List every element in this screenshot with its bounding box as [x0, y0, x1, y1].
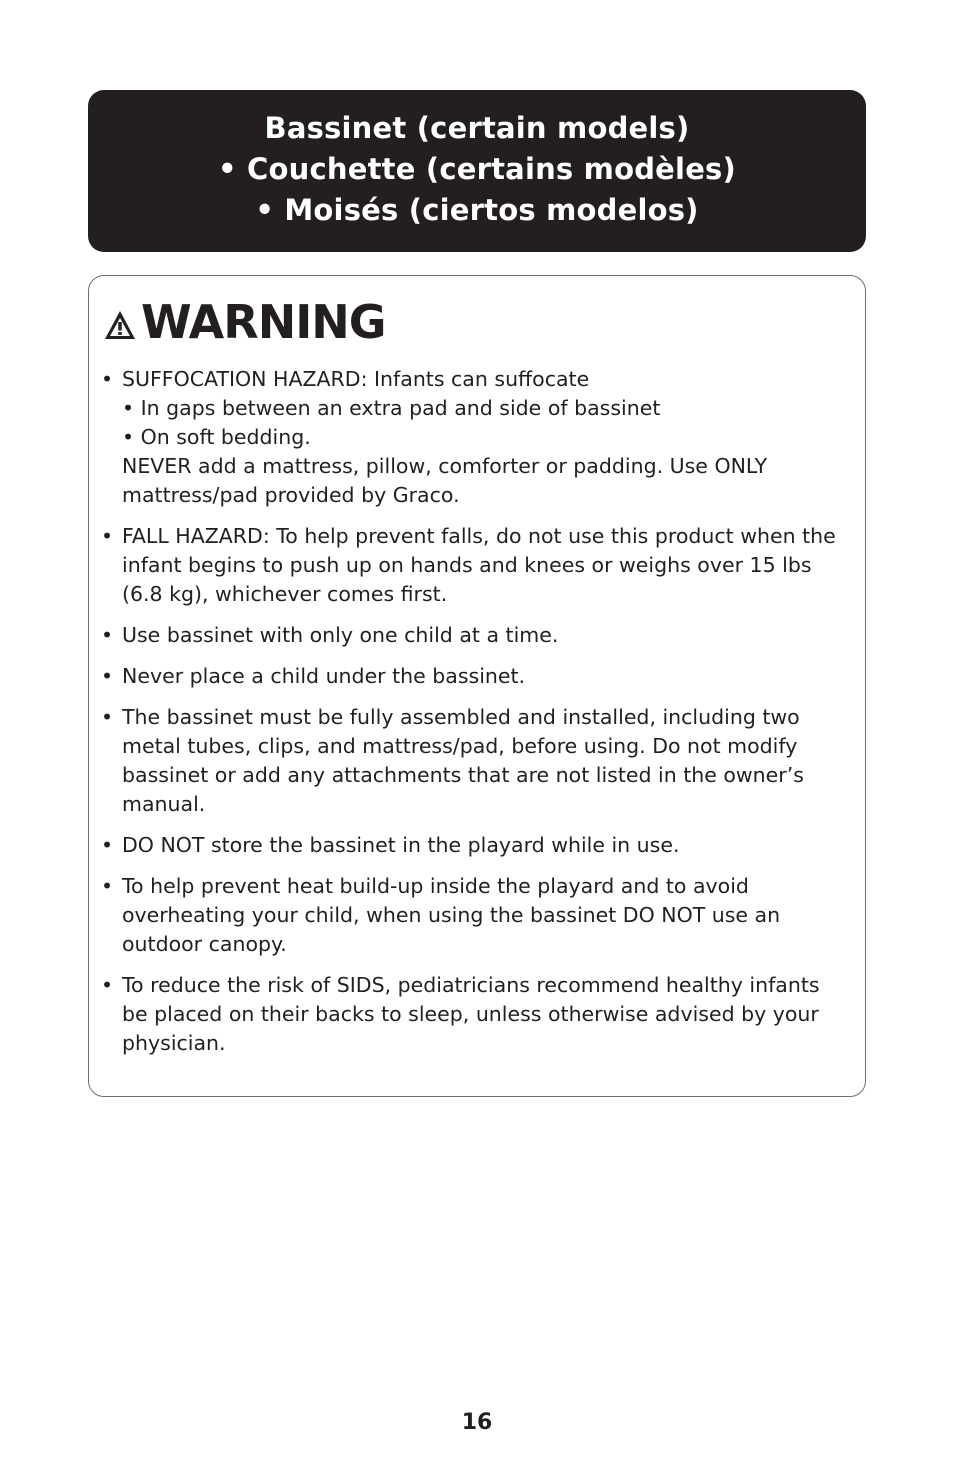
warning-item-sids [101, 971, 841, 1058]
warning-item-assembled [101, 703, 841, 819]
warning-subitem-gaps: • In gaps between an extra pad and side of bassinet [122, 396, 661, 420]
warning-list [101, 365, 841, 1070]
section-title-es: • Moisés (ciertos modelos) [255, 193, 699, 227]
warning-item-do-not-store [101, 831, 841, 860]
warning-item-text: The bassinet must be fully assembled and installed, including two metal tubes, clips, and mattress/pad, before using. Do not modify bassinet or add any attachments that are not listed in the owner’s manual. [122, 705, 804, 816]
warning-item-fall [101, 522, 841, 609]
warning-item-text: NEVER add a mattress, pillow, comforter or padding. Use ONLY mattress/pad provided by Graco. [122, 454, 768, 507]
section-title-fr: • Couchette (certains modèles) [218, 152, 736, 186]
bullet: • [101, 664, 114, 688]
warning-item-text: FALL HAZARD: To help prevent falls, do not use this product when the infant begins to push up on hands and knees or weighs over 15 lbs (6.8 kg), whichever comes first. [122, 524, 836, 606]
warning-item-heat [101, 872, 841, 959]
warning-heading [103, 294, 386, 350]
warning-subitem-soft-bedding: • On soft bedding. [122, 425, 311, 449]
bullet: • [101, 524, 114, 548]
warning-item-text: To reduce the risk of SIDS, pediatricians recommend healthy infants be placed on their backs to sleep, unless otherwise advised by your physician. [122, 973, 820, 1055]
bullet: • [101, 874, 114, 898]
warning-item-text: DO NOT store the bassinet in the playard while in use. [122, 833, 680, 857]
bullet: • [101, 973, 114, 997]
warning-item-text: Use bassinet with only one child at a time. [122, 623, 559, 647]
warning-item-text: Never place a child under the bassinet. [122, 664, 526, 688]
section-header [88, 90, 866, 252]
warning-box [88, 275, 866, 1097]
warning-triangle-icon [103, 309, 137, 341]
page-number: 16 [461, 1410, 493, 1435]
bullet: • [101, 833, 114, 857]
warning-item-suffocation [101, 365, 841, 510]
warning-item-text: To help prevent heat build-up inside the playard and to avoid overheating your child, when using the bassinet DO NOT use an outdoor canopy. [122, 874, 781, 956]
warning-item-one-child [101, 621, 841, 650]
warning-item-never-under [101, 662, 841, 691]
section-title-en: Bassinet (certain models) [264, 111, 690, 145]
bullet: • [101, 705, 114, 729]
warning-item-text: SUFFOCATION HAZARD: Infants can suffocate [122, 367, 590, 391]
warning-title: WARNING [141, 295, 386, 349]
bullet: • [101, 367, 114, 391]
bullet: • [101, 623, 114, 647]
